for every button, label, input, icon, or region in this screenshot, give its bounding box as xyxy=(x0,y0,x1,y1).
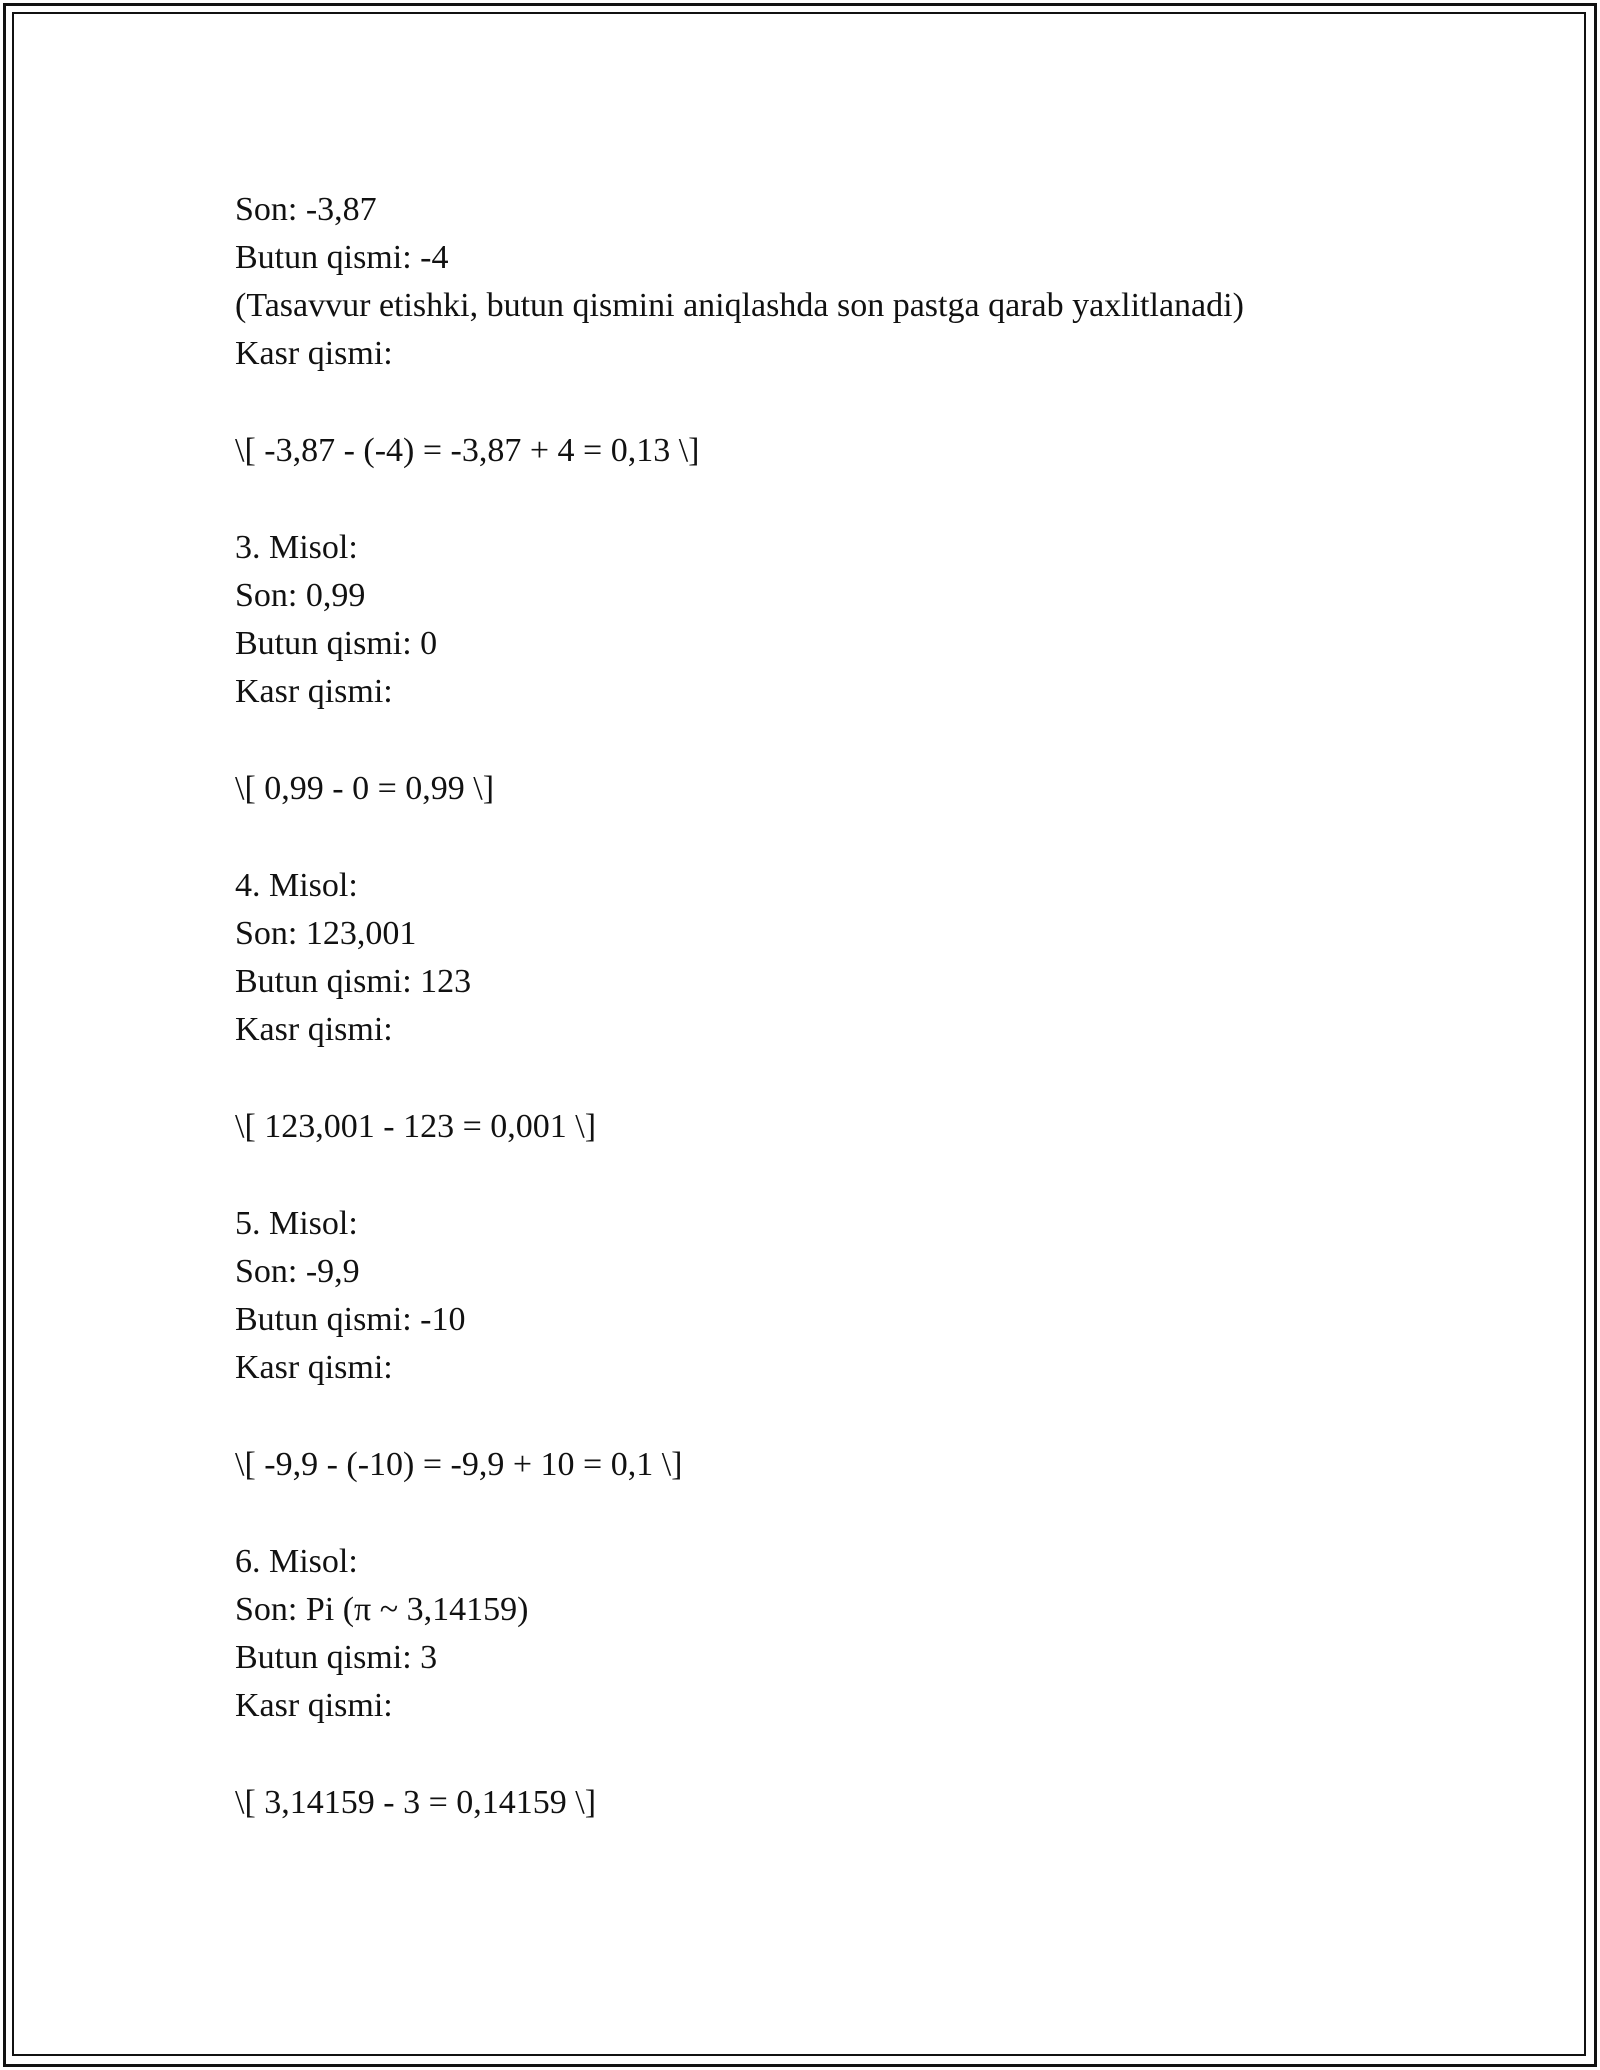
text-line: Butun qismi: 3 xyxy=(235,1639,438,1676)
text-line: Butun qismi: 0 xyxy=(235,625,438,662)
text-line: Butun qismi: 123 xyxy=(235,963,472,1000)
text-line: Son: 123,001 xyxy=(235,915,417,952)
text-line: Son: -9,9 xyxy=(235,1253,360,1290)
text-line: Son: 0,99 xyxy=(235,577,366,614)
text-line: (Tasavvur etishki, butun qismini aniqlashda son pastga qarab yaxlitlanadi) xyxy=(235,287,1244,324)
text-line: Kasr qismi: xyxy=(235,673,393,710)
text-line: Kasr qismi: xyxy=(235,1687,393,1724)
example-heading: 4. Misol: xyxy=(235,867,358,904)
text-line: Son: -3,87 xyxy=(235,191,377,228)
text-line: Butun qismi: -4 xyxy=(235,239,449,276)
formula-line: \[ 123,001 - 123 = 0,001 \] xyxy=(235,1108,597,1145)
example-heading: 3. Misol: xyxy=(235,529,358,566)
text-line: Son: Pi (π ~ 3,14159) xyxy=(235,1591,529,1628)
text-line: Kasr qismi: xyxy=(235,1011,393,1048)
formula-line: \[ -9,9 - (-10) = -9,9 + 10 = 0,1 \] xyxy=(235,1446,683,1483)
text-line: Butun qismi: -10 xyxy=(235,1301,466,1338)
formula-line: \[ -3,87 - (-4) = -3,87 + 4 = 0,13 \] xyxy=(235,432,700,469)
example-heading: 5. Misol: xyxy=(235,1205,358,1242)
formula-line: \[ 0,99 - 0 = 0,99 \] xyxy=(235,770,495,807)
example-heading: 6. Misol: xyxy=(235,1543,358,1580)
text-line: Kasr qismi: xyxy=(235,1349,393,1386)
text-line: Kasr qismi: xyxy=(235,335,393,372)
formula-line: \[ 3,14159 - 3 = 0,14159 \] xyxy=(235,1784,597,1821)
